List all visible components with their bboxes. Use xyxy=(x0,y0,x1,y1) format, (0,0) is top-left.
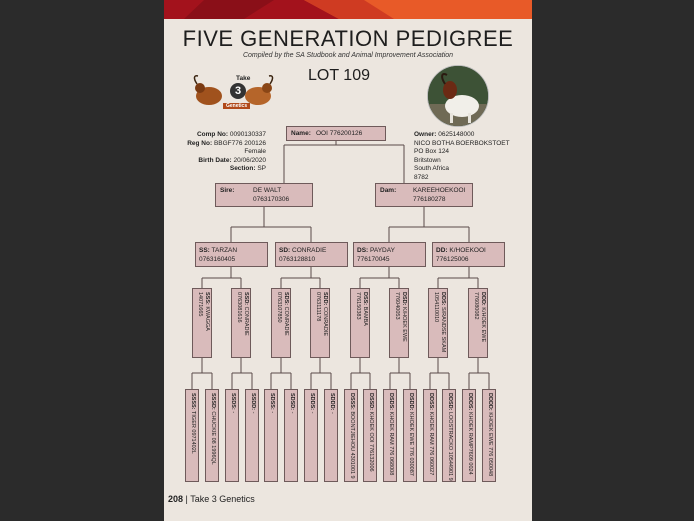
gen4-box-ssd: SSD: CONRADIE 0763081616 xyxy=(231,288,251,358)
owner-phone: 0625148000 xyxy=(438,131,475,138)
sire-value: DE WALT 0763170306 xyxy=(253,187,290,203)
gen5-box: SSSS: TIGER 0971402L xyxy=(185,389,199,482)
page-subtitle: Compiled by the SA Studbook and Animal Improvement Association xyxy=(242,52,454,59)
gen5-box: DDDD: KHOEK EWE 776 050048 xyxy=(482,389,496,482)
owner-line: South Africa xyxy=(414,165,450,172)
comp-no-value: 0090130337 xyxy=(229,131,266,138)
sire-label: Sire: xyxy=(220,187,235,194)
comp-no-label: Comp No: xyxy=(196,131,229,138)
gen5-box: SDSS: - xyxy=(264,389,278,482)
logo-line1: Take xyxy=(236,75,251,82)
gen4-box-dsd: DSD: K/HOEK EWE 776040053 xyxy=(389,288,409,358)
gen5-box: SDSD: - xyxy=(284,389,298,482)
gen4-box-sds: SDS: CONRADIE 0763107850 xyxy=(271,288,291,358)
name-box xyxy=(286,126,386,141)
gen5-box: DDDS: KHOEK RAMP7609 0024 xyxy=(462,389,476,482)
reg-no-label: Reg No: xyxy=(187,139,213,147)
gen5-box: SSDD: - xyxy=(245,389,259,482)
owner-line: PO Box 124 xyxy=(414,148,450,155)
owner-line: Britstown xyxy=(414,156,441,164)
dam-value: KAREEHOEKOOI 776180278 xyxy=(413,187,466,203)
page-title: FIVE GENERATION PEDIGREE xyxy=(182,26,514,51)
gen4-box-sdd: SDD: CONRADIE 0763111178 xyxy=(310,288,330,358)
gen5-box: DSSD: KHOEK OOI 776132006 xyxy=(363,389,377,482)
birth-date-value: 20/06/2020 xyxy=(233,156,266,164)
gen5-box: SDDD: - xyxy=(324,389,338,482)
owner-line: 8782 xyxy=(414,173,429,181)
gen3-box-ss: SS: TARZAN 0763160405 xyxy=(195,242,268,267)
owner-label: Owner: xyxy=(414,131,437,138)
gen4-box-ddd: DDD: K/HOEK EWE 776080082 xyxy=(468,288,488,358)
gen5-box: DSSS: BOONTJIEHOU 4301001 9 xyxy=(344,389,358,482)
gen5-box: DSDD: KHOEK EWE 776 030087 xyxy=(403,389,417,482)
owner-line: NICO BOTHA BOERBOKSTOET xyxy=(414,139,510,147)
page-number: 208 xyxy=(168,494,184,504)
name-value: OOI 776200126 xyxy=(316,130,363,137)
gen5-box: DDSD: LOOSTRACKO 10544901 9 xyxy=(442,389,456,482)
logo-number: 3 xyxy=(230,83,246,99)
gen5-box: DDSS: KHOEK RAM 776 060027 xyxy=(423,389,437,482)
pedigree-page xyxy=(164,0,532,521)
section-label: Section: xyxy=(229,165,256,172)
footer-publisher: Take 3 Genetics xyxy=(190,494,255,504)
gen5-box: DSDS: KHOEK RAM 776 068008 xyxy=(383,389,397,482)
gen4-box-sss: SSS: KWAGGA 14071665 xyxy=(192,288,212,358)
footer-separator: | xyxy=(185,494,188,504)
gen4-box-dss: DSS: BAMBA 776150383 xyxy=(350,288,370,358)
gen3-box-dd: DD: K/HOEKOOI 776125006 xyxy=(432,242,505,267)
gen3-box-ds: DS: PAYDAY 776170045 xyxy=(353,242,426,267)
name-label: Name: xyxy=(291,130,311,137)
gen5-box: SDDS: - xyxy=(304,389,318,482)
gen3-box-sd: SD: CONRADIE 0763128810 xyxy=(275,242,348,267)
gen5-box: SSSD: CHUCKIE 08 1996QL xyxy=(205,389,219,482)
lot-number: LOT 109 xyxy=(308,67,370,84)
gen5-box: SSDS: - xyxy=(225,389,239,482)
birth-date-label: Birth Date: xyxy=(198,156,232,164)
dam-label: Dam: xyxy=(380,187,397,194)
dam-box xyxy=(375,183,473,207)
gen4-box-dds: DDS: S/RANDSE SKAM 1054110010 xyxy=(428,288,448,358)
section-value: SP xyxy=(257,165,266,172)
page-footer xyxy=(168,494,255,504)
reg-no-value: BBGF776 200126 xyxy=(213,139,266,147)
logo-line2: Genetics xyxy=(223,103,250,109)
sire-box xyxy=(215,183,313,207)
sex-value: Female xyxy=(244,148,266,155)
